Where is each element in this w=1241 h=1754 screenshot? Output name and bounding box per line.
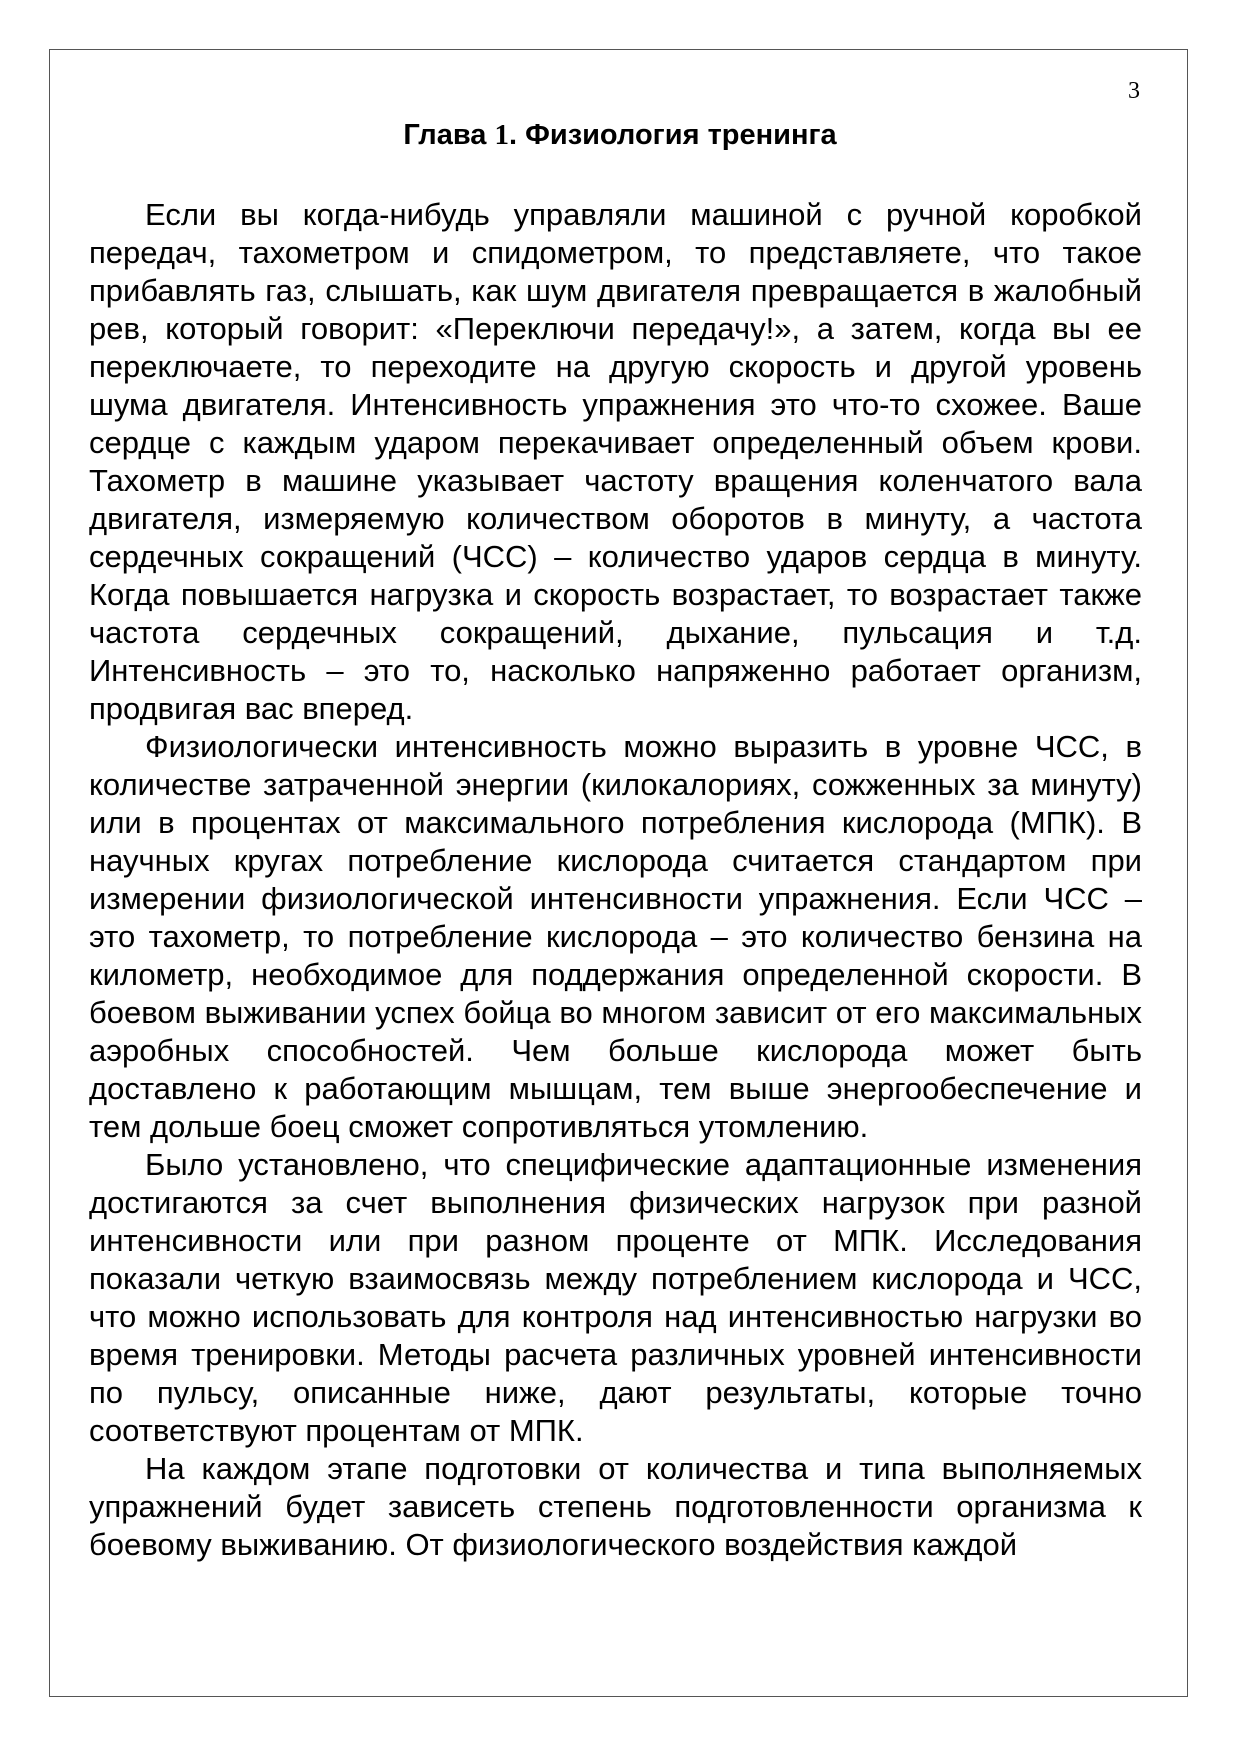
chapter-title-number: 1 [494, 119, 509, 151]
paragraph-physiological-intensity: Физиологически интенсивность можно выразить в уровне ЧСС, в количестве затраченной энергии (килокалориях, сожженных за минуту) или в процентах от максимального потребления кислорода (МПК). В научных кругах потребление кислорода считается стандартом при измерении физиологической интенсивности упражнения. Если ЧСС – это тахометр, то потребление кислорода – это количество бензина на километр, необходимое для поддержания определенной скорости. В боевом выживании успех бойца во многом зависит от его максимальных аэробных способностей. Чем больше кислорода может быть доставлено к работающим мышцам, тем выше энергообеспечение и тем дольше боец сможет сопротивляться утомлению. [89, 729, 1142, 1144]
chapter-title-prefix: Глава [403, 119, 495, 151]
paragraph-tachometer-analogy: Если вы когда-нибудь управляли машиной с ручной коробкой передач, тахометром и спидометром, то представляете, что такое прибавлять газ, слышать, как шум двигателя превращается в жалобный рев, который говорит: «Переключи передачу!», а затем, когда вы ее переключаете, то переходите на другую скорость и другой уровень шума двигателя. Интенсивность упражнения это что-то схожее. Ваше сердце с каждым ударом перекачивает определенный объем крови. Тахометр в машине указывает частоту вращения коленчатого вала двигателя, измеряемую количеством оборотов в минуту, а частота сердечных сокращений (ЧСС) – количество ударов сердца в минуту. Когда повышается нагрузка и скорость возрастает, то возрастает также частота сердечных сокращений, дыхание, пульсация и т.д. Интенсивность – это то, насколько напряженно работает организм, продвигая вас вперед. [89, 197, 1142, 726]
chapter-title [90, 117, 1150, 153]
chapter-title-text: . Физиология тренинга [509, 119, 837, 151]
page-number: 3 [1128, 78, 1140, 104]
paragraph-adaptation: Было установлено, что специфические адаптационные изменения достигаются за счет выполнения физических нагрузок при разной интенсивности или при разном проценте от МПК. Исследования показали четкую взаимосвязь между потреблением кислорода и ЧСС, что можно использовать для контроля над интенсивностью нагрузки во время тренировки. Методы расчета различных уровней интенсивности по пульсу, описанные ниже, дают результаты, которые точно соответствуют процентам от МПК. [89, 1147, 1142, 1448]
paragraph-training-stages: На каждом этапе подготовки от количества и типа выполняемых упражнений будет зависеть степень подготовленности организма к боевому выживанию. От физиологического воздействия каждой [89, 1451, 1142, 1562]
body-text [89, 196, 1142, 1564]
